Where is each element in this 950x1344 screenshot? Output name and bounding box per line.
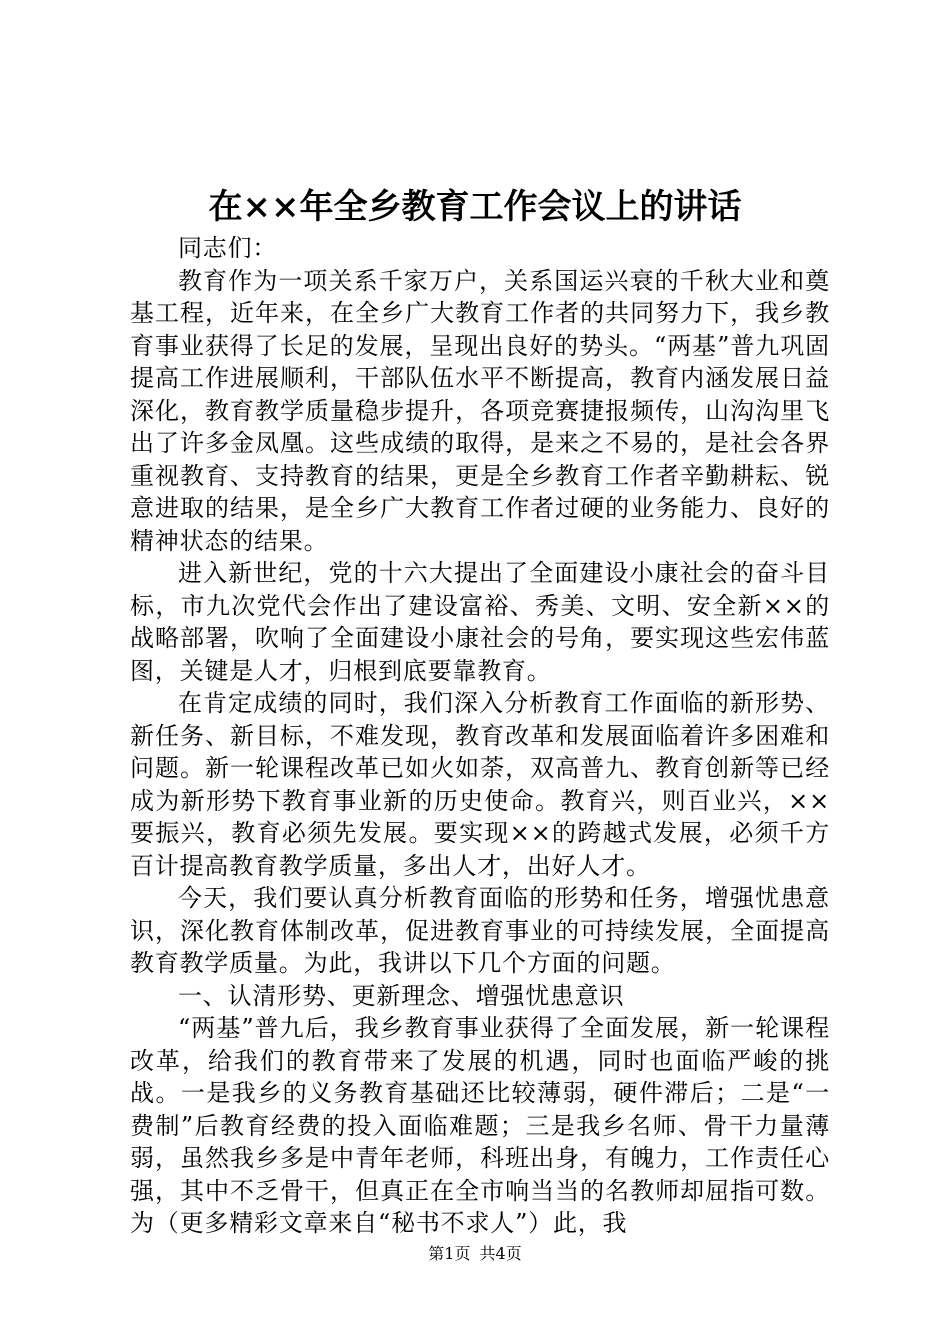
document-title: 在××年全乡教育工作会议上的讲话 — [208, 187, 742, 227]
page-number: 第1页 — [428, 1244, 471, 1263]
paragraph: 教育作为一项关系千家万户，关系国运兴衰的千秋大业和奠基工程，近年来，在全乡广大教育工作者的共同努力下，我乡教育事业获得了长足的发展，呈现出良好的势头。“两基”普九巩固提高工作进展顺利，干部队伍水平不断提高，教育内涵发展日益深化，教育教学质量稳步提升，各项竞赛捷报频传，山沟沟里飞出了许多金凤凰。这些成绩的取得，是来之不易的，是社会各界重视教育、支持教育的结果，更是全乡教育工作者辛勤耕耘、锐意进取的结果，是全乡广大教育工作者过硬的业务能力、良好的精神状态的结果。 — [130, 266, 830, 555]
paragraph: 今天，我们要认真分析教育面临的形势和任务，增强忧患意识，深化教育体制改革，促进教育事业的可持续发展，全面提高教育教学质量。为此，我讲以下几个方面的问题。 — [130, 884, 830, 977]
page-footer — [0, 1242, 950, 1266]
salutation: 同志们： — [178, 234, 278, 262]
document-body — [130, 232, 830, 1240]
paragraph: 进入新世纪，党的十六大提出了全面建设小康社会的奋斗目标，市九次党代会作出了建设富裕、秀美、文明、安全新××的战略部署，吹响了全面建设小康社会的号角，要实现这些宏伟蓝图，关键是人才，归根到底要靠教育。 — [130, 559, 830, 685]
section-heading: 一、认清形势、更新理念、增强忧患意识 — [178, 981, 625, 1010]
page-total: 共4页 — [479, 1244, 522, 1263]
paragraph: “两基”普九后，我乡教育事业获得了全面发展，新一轮课程改革，给我们的教育带来了发展的机遇，同时也面临严峻的挑战。一是我乡的义务教育基础还比较薄弱，硬件滞后；二是“一费制”后教育经费的投入面临难题；三是我乡名师、骨干力量薄弱，虽然我乡多是中青年老师，科班出身，有魄力，工作责任心强，其中不乏骨干，但真正在全市响当当的名教师却屈指可数。为（更多精彩文章来自“秘书不求人”）此，我 — [130, 1014, 830, 1237]
paragraph: 在肯定成绩的同时，我们深入分析教育工作面临的新形势、新任务、新目标，不难发现，教育改革和发展面临着许多困难和问题。新一轮课程改革已如火如荼，双高普九、教育创新等已经成为新形势下教育事业新的历史使命。教育兴，则百业兴，××要振兴，教育必须先发展。要实现××的跨越式发展，必须千方百计提高教育教学质量，多出人才，出好人才。 — [130, 689, 830, 880]
